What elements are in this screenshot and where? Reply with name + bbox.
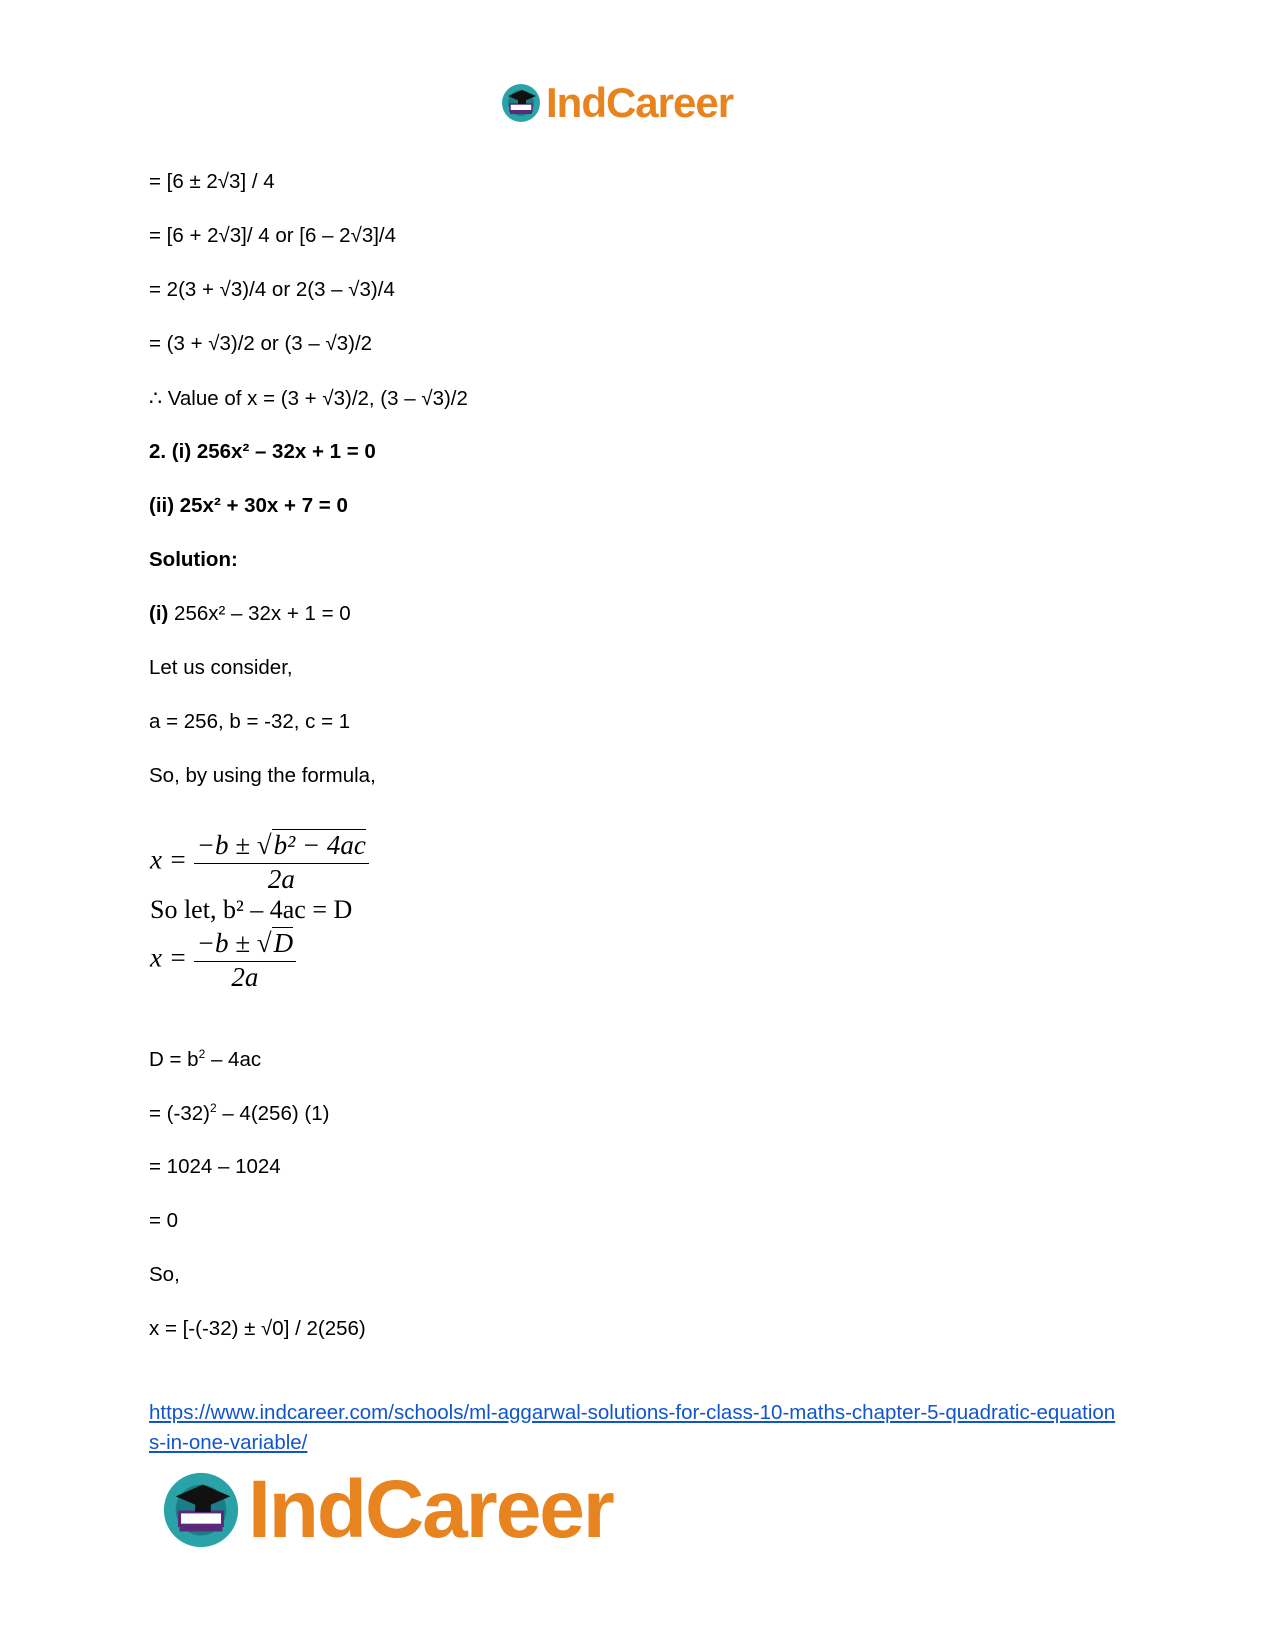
conclusion-line: ∴ Value of x = (3 + √3)/2, (3 – √3)/2: [149, 387, 468, 410]
calc-line: = 0: [149, 1209, 179, 1232]
calc-line: = 1024 – 1024: [149, 1155, 281, 1178]
discriminant-definition: So let, b² – 4ac = D: [150, 895, 353, 924]
part-equation: 256x² – 32x + 1 = 0: [168, 602, 351, 625]
part-i-line: [149, 602, 351, 626]
discriminant-line: $D = b^2 - 4ac$: [149, 1047, 262, 1071]
brand-name: IndCareer: [546, 79, 734, 126]
step-line: = 2(3 + √3)/4 or 2(3 – √3)/4: [149, 278, 395, 301]
step-line: = [6 ± 2√3] / 4: [149, 170, 275, 193]
step-line: = [6 + 2√3]/ 4 or [6 – 2√3]/4: [149, 224, 397, 247]
formula-denominator: 2a: [267, 864, 295, 894]
brand-name: IndCareer: [248, 1464, 613, 1555]
text-line: So, by using the formula,: [149, 764, 376, 787]
text-line: Let us consider,: [149, 656, 293, 679]
formula-denominator: 2a: [231, 962, 259, 992]
graduation-cap-book-globe-icon: [160, 1469, 242, 1551]
solution-heading: Solution:: [149, 548, 238, 571]
formula-lhs: x =: [150, 942, 187, 973]
formula-radicand: b² − 4ac: [273, 830, 366, 860]
simplified-formula: [150, 928, 296, 993]
footer-logo: [160, 1465, 613, 1555]
coefficients-line: a = 256, b = -32, c = 1: [149, 710, 351, 733]
step-line: = (3 + √3)/2 or (3 – √3)/2: [149, 332, 373, 355]
formula-radicand: D: [273, 928, 294, 958]
calc-line: = $(-32)^2 - 4(256)$ (1): [149, 1101, 330, 1125]
formula-fraction: $\frac{\text{−b ± √b² − 4ac}}{2a}$: [194, 830, 369, 895]
graduation-cap-book-globe-icon: [500, 82, 542, 124]
formula-numerator: −b ±: [196, 830, 257, 860]
quadratic-formula: [150, 830, 369, 895]
question-2-ii: (ii) 25x² + 30x + 7 = 0: [149, 494, 348, 517]
source-link[interactable]: https://www.indcareer.com/schools/ml-aggarwal-solutions-for-class-10-maths-chapter-5-quadratic-equations-in-one-variable/: [149, 1401, 1116, 1454]
text-line: So,: [149, 1263, 180, 1286]
part-label: (i): [149, 602, 169, 625]
formula-fraction: $\frac{-b \pm √D}{2a}$: [194, 928, 296, 993]
formula-lhs: x =: [150, 844, 187, 875]
question-2-i: 2. (i) 256x² – 32x + 1 = 0: [149, 440, 376, 463]
header-logo: [500, 78, 733, 128]
formula-numerator: −b ±: [196, 928, 257, 958]
calc-line: x = [-(-32) ± √0] / 2(256): [149, 1317, 366, 1340]
